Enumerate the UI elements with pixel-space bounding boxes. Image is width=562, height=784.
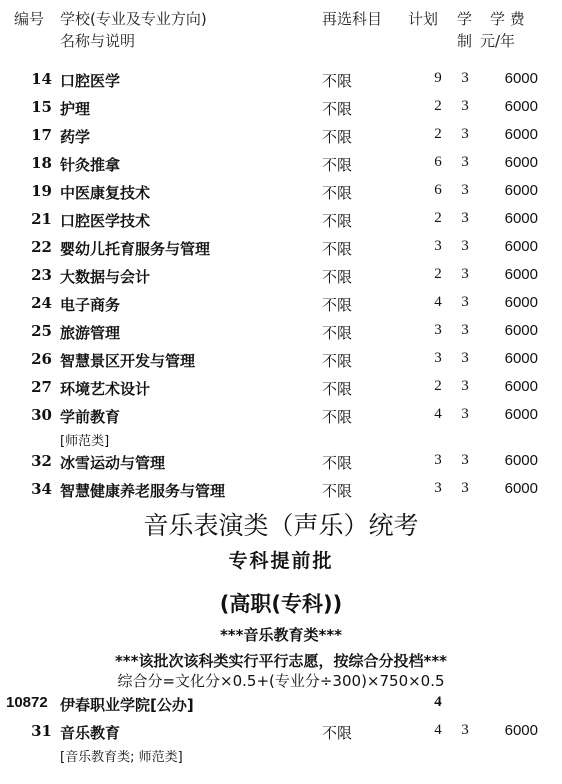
table-row: [0, 154, 562, 178]
row-fee: 6000: [504, 452, 538, 469]
row-code: 27: [31, 378, 52, 396]
row-plan: 2: [434, 126, 442, 142]
table-row: [0, 266, 562, 290]
row-plan: 6: [434, 182, 442, 198]
row-subject: 不限: [322, 454, 353, 472]
section-title: 音乐表演类（声乐）统考: [143, 511, 419, 540]
row-fee: 6000: [504, 238, 538, 255]
header-years: 学: [457, 10, 473, 28]
table-row: [0, 480, 562, 504]
row-name: 智慧景区开发与管理: [60, 352, 196, 370]
table-row: [0, 452, 562, 476]
header-years-sub: 制: [457, 32, 473, 50]
table-row: [0, 98, 562, 122]
table-row: [0, 378, 562, 402]
row-years: 3: [461, 378, 469, 394]
header-fee: 学 费: [490, 10, 525, 28]
header-fee-sub: 元/年: [480, 32, 516, 50]
row-subject: 不限: [322, 72, 353, 90]
row-plan: 3: [434, 480, 442, 496]
rule-text: ***该批次该科类实行平行志愿，按综合分投档***: [114, 652, 448, 670]
row-years: 3: [461, 406, 469, 422]
table-row: [0, 350, 562, 374]
school-plan: 4: [434, 694, 442, 710]
row-name: 电子商务: [60, 296, 121, 314]
table-row: [0, 406, 562, 430]
row-subject: 不限: [322, 380, 353, 398]
row-code: 22: [31, 238, 52, 256]
row-subject: 不限: [322, 184, 353, 202]
row-subject: 不限: [322, 324, 353, 342]
table-row: [0, 294, 562, 318]
row-name: 中医康复技术: [60, 184, 151, 202]
row-years: 3: [461, 722, 469, 738]
row-name: 学前教育: [60, 408, 121, 426]
row-subject: 不限: [322, 482, 353, 500]
row-name: 大数据与会计: [60, 268, 151, 286]
row-years: 3: [461, 154, 469, 170]
row-subject: 不限: [322, 212, 353, 230]
row-plan: 4: [434, 294, 442, 310]
row-years: 3: [461, 70, 469, 86]
row-code: 26: [31, 350, 52, 368]
row-code: 23: [31, 266, 52, 284]
row-code: 18: [31, 154, 52, 172]
table-row: [0, 722, 562, 746]
row-code: 14: [31, 70, 52, 88]
row-years: 3: [461, 98, 469, 114]
row-fee: 6000: [504, 210, 538, 227]
row-years: 3: [461, 322, 469, 338]
header-code: 编号: [14, 10, 45, 28]
school-code: 10872: [6, 694, 48, 711]
row-plan: 2: [434, 98, 442, 114]
row-years: 3: [461, 294, 469, 310]
row-name: 口腔医学: [60, 72, 121, 90]
row-code: 30: [31, 406, 52, 424]
row-subject: 不限: [322, 724, 353, 742]
row-fee: 6000: [504, 182, 538, 199]
table-row: [0, 238, 562, 262]
row-code: 15: [31, 98, 52, 116]
header-plan: 计划: [408, 10, 439, 28]
row-name: 口腔医学技术: [60, 212, 151, 230]
row-name: 智慧健康养老服务与管理: [60, 482, 226, 500]
row-fee: 6000: [504, 70, 538, 87]
row-code: 25: [31, 322, 52, 340]
row-subject: 不限: [322, 100, 353, 118]
table-row: [0, 70, 562, 94]
row-plan: 3: [434, 350, 442, 366]
table-row: [0, 126, 562, 150]
row-fee: 6000: [504, 266, 538, 283]
row-name: 药学: [60, 128, 91, 146]
row-plan: 9: [434, 70, 442, 86]
row-years: 3: [461, 182, 469, 198]
row-code: 31: [31, 722, 52, 740]
row-fee: 6000: [504, 322, 538, 339]
row-years: 3: [461, 266, 469, 282]
row-years: 3: [461, 452, 469, 468]
row-subject: 不限: [322, 296, 353, 314]
table-row: [0, 182, 562, 206]
header-school: 学校(专业及专业方向): [60, 10, 207, 28]
row-code: 32: [31, 452, 52, 470]
row-name: 音乐教育: [60, 724, 121, 742]
row-years: 3: [461, 210, 469, 226]
row-years: 3: [461, 350, 469, 366]
row-years: 3: [461, 238, 469, 254]
row-name: 旅游管理: [60, 324, 121, 342]
row-code: 21: [31, 210, 52, 228]
row-fee: 6000: [504, 350, 538, 367]
row-subject: 不限: [322, 128, 353, 146]
row-fee: 6000: [504, 480, 538, 497]
row-plan: 3: [434, 238, 442, 254]
row-fee: 6000: [504, 98, 538, 115]
row-name: 护理: [60, 100, 91, 118]
row-subject: 不限: [322, 352, 353, 370]
row-years: 3: [461, 126, 469, 142]
row-name: 环境艺术设计: [60, 380, 151, 398]
row-fee: 6000: [504, 126, 538, 143]
row-name: 冰雪运动与管理: [60, 454, 166, 472]
header-subject: 再选科目: [322, 10, 383, 28]
row-plan: 3: [434, 452, 442, 468]
table-row: [0, 210, 562, 234]
row-subject: 不限: [322, 268, 353, 286]
row-plan: 2: [434, 210, 442, 226]
school-row: [0, 694, 562, 718]
row-fee: 6000: [504, 378, 538, 395]
school-name: 伊春职业学院[公办]: [60, 696, 194, 714]
row-code: 24: [31, 294, 52, 312]
batch-title: 专科提前批: [228, 550, 334, 572]
row-plan: 4: [434, 722, 442, 738]
row-plan: 2: [434, 378, 442, 394]
category-title: ***音乐教育类***: [219, 626, 343, 644]
row-name: 针灸推拿: [60, 156, 121, 174]
row-fee: 6000: [504, 154, 538, 171]
row-plan: 4: [434, 406, 442, 422]
table-row: [0, 322, 562, 346]
row-note: [师范类]: [60, 434, 110, 449]
row-fee: 6000: [504, 722, 538, 739]
row-code: 19: [31, 182, 52, 200]
row-name: 婴幼儿托育服务与管理: [60, 240, 211, 258]
row-subject: 不限: [322, 408, 353, 426]
row-plan: 2: [434, 266, 442, 282]
formula-text: 综合分=文化分×0.5+(专业分÷300)×750×0.5: [117, 672, 445, 690]
header-school-sub: 名称与说明: [60, 32, 136, 50]
row-plan: 6: [434, 154, 442, 170]
row-subject: 不限: [322, 240, 353, 258]
row-years: 3: [461, 480, 469, 496]
row-fee: 6000: [504, 406, 538, 423]
row-fee: 6000: [504, 294, 538, 311]
row-code: 17: [31, 126, 52, 144]
row-note: [音乐教育类; 师范类]: [60, 750, 183, 765]
row-code: 34: [31, 480, 52, 498]
level-title: (高职(专科)): [219, 592, 343, 616]
row-plan: 3: [434, 322, 442, 338]
row-subject: 不限: [322, 156, 353, 174]
